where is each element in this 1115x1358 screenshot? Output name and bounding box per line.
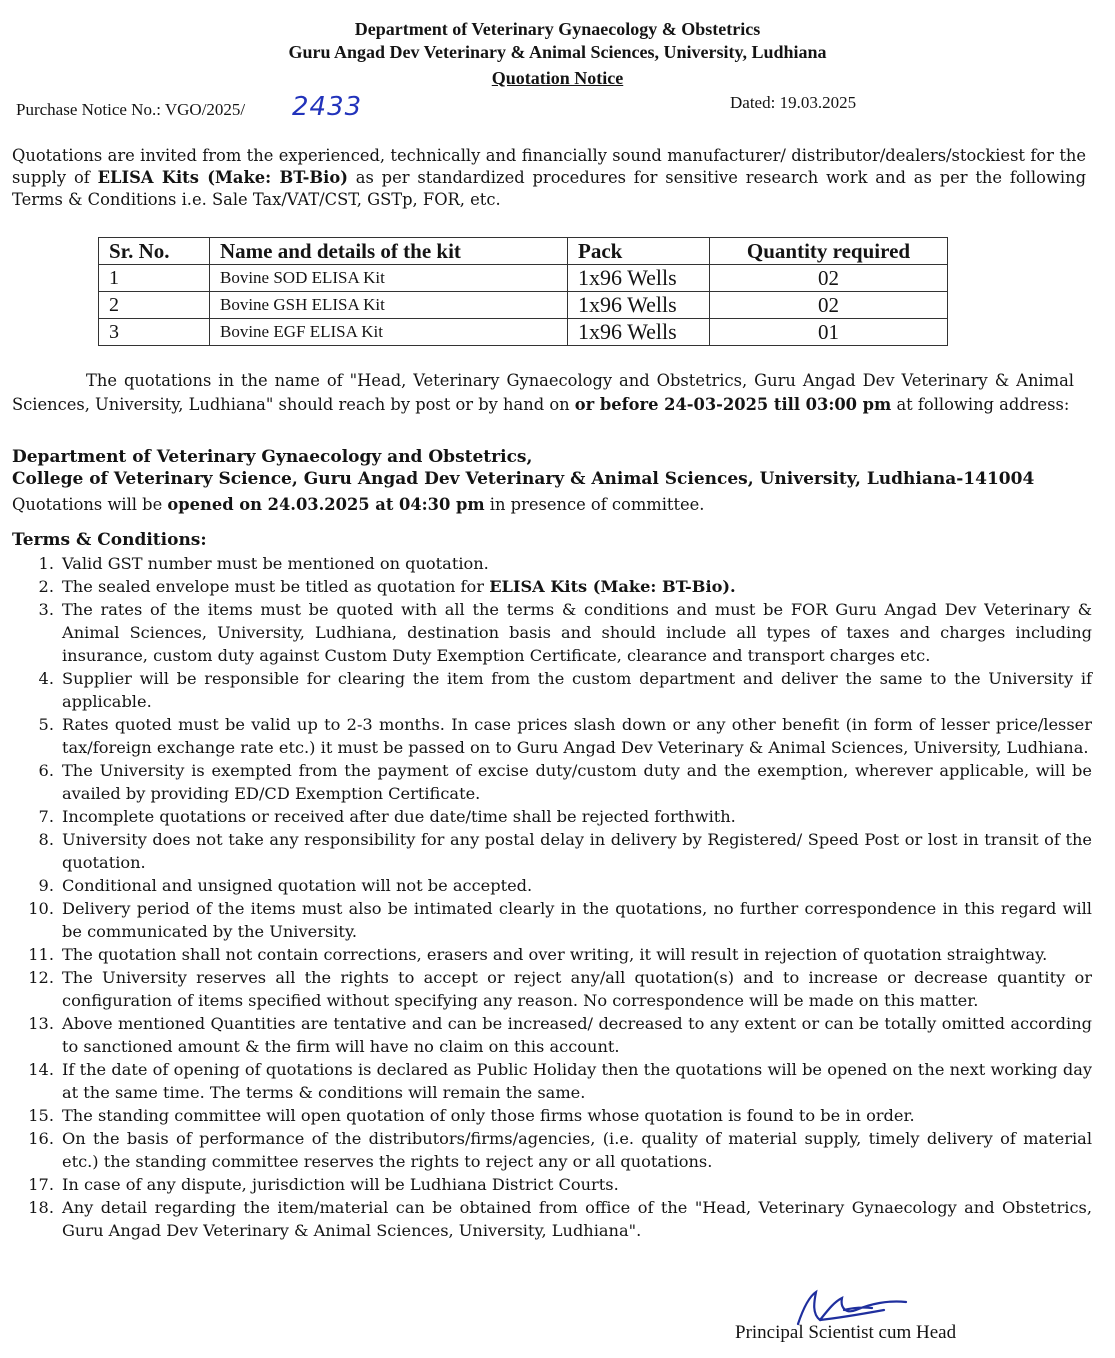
- cell-kit-name: Bovine EGF ELISA Kit: [210, 319, 568, 346]
- list-item: 14. If the date of opening of quotations is declared as Public Holiday then the quotations will be opened on the next working day at the same time. The terms & conditions will remain the same.: [28, 1060, 1092, 1102]
- submission-paragraph: The quotations in the name of "Head, Veterinary Gynaecology and Obstetrics, Guru Angad Dev Veterinary & Animal Sciences, University, Ludhiana" should reach by post or by hand on or before 24-03-2025 till 03:00 pm at following address:: [12, 371, 1074, 414]
- terms-heading: Terms & Conditions:: [12, 530, 207, 550]
- notice-title: Quotation Notice: [491, 68, 624, 88]
- list-item: 15. The standing committee will open quotation of only those firms whose quotation is found to be in order.: [28, 1106, 915, 1125]
- list-item: 7. Incomplete quotations or received after due date/time shall be rejected forthwith.: [38, 807, 736, 826]
- column-header-kit-name: Name and details of the kit: [210, 238, 568, 265]
- cell-pack: 1x96 Wells: [568, 265, 710, 292]
- purchase-notice-number: Purchase Notice No.: VGO/2025/: [16, 100, 246, 119]
- table-row: [99, 319, 948, 346]
- cell-quantity: 01: [710, 319, 948, 346]
- cell-kit-name: Bovine GSH ELISA Kit: [210, 292, 568, 319]
- list-item: 6. The University is exempted from the payment of excise duty/custom duty and the exemption, wherever applicable, will be availed by providing ED/CD Exemption Certificate.: [38, 761, 1092, 803]
- cell-sr-no: 1: [99, 265, 210, 292]
- opening-statement: Quotations will be opened on 24.03.2025 at 04:30 pm in presence of committee.: [12, 495, 705, 514]
- cell-pack: 1x96 Wells: [568, 319, 710, 346]
- column-header-sr-no: Sr. No.: [99, 238, 210, 265]
- cell-pack: 1x96 Wells: [568, 292, 710, 319]
- table-header-row: [99, 238, 948, 265]
- handwritten-notice-number: 2433: [292, 92, 363, 122]
- list-item: 4. Supplier will be responsible for clearing the item from the custom department and deliver the same to the University if applicable.: [38, 669, 1092, 711]
- table-row: [99, 292, 948, 319]
- list-item: 9. Conditional and unsigned quotation will not be accepted.: [38, 876, 533, 895]
- cell-quantity: 02: [710, 265, 948, 292]
- list-item: 1. Valid GST number must be mentioned on quotation.: [38, 554, 489, 573]
- cell-kit-name: Bovine SOD ELISA Kit: [210, 265, 568, 292]
- column-header-pack: Pack: [568, 238, 710, 265]
- list-item: 5. Rates quoted must be valid up to 2-3 months. In case prices slash down or any other benefit (in form of lesser price/lesser tax/foreign exchange rate etc.) it must be passed on to Guru Angad Dev Veterinary & Animal Sciences, University, Ludhiana.: [38, 715, 1092, 757]
- notice-date: Dated: 19.03.2025: [730, 93, 857, 112]
- list-item: 8. University does not take any responsibility for any postal delay in delivery by Registered/ Speed Post or lost in transit of the quotation.: [38, 830, 1092, 872]
- signatory-title: Principal Scientist cum Head: [735, 1322, 957, 1343]
- cell-sr-no: 3: [99, 319, 210, 346]
- opening-date-highlight: opened on 24.03.2025 at 04:30 pm: [167, 495, 485, 514]
- address-line-1: Department of Veterinary Gynaecology and Obstetrics,: [12, 447, 533, 467]
- kit-make-highlight: ELISA Kits (Make: BT-Bio): [97, 168, 348, 187]
- intro-paragraph: Quotations are invited from the experienced, technically and financially sound manufacturer/ distributor/dealers/stockiest for the supply of ELISA Kits (Make: BT-Bio) as per standardized procedures for sensitive research work and as per the following Terms & Conditions i.e. Sale Tax/VAT/CST, GSTp, FOR, etc.: [12, 146, 1086, 209]
- list-item: 17. In case of any dispute, jurisdiction will be Ludhiana District Courts.: [28, 1175, 619, 1194]
- list-item: 18. Any detail regarding the item/material can be obtained from office of the "Head, Veterinary Gynaecology and Obstetrics, Guru Angad Dev Veterinary & Animal Sciences, University, Ludhiana".: [28, 1198, 1092, 1240]
- university-heading: Guru Angad Dev Veterinary & Animal Sciences, University, Ludhiana: [288, 42, 827, 62]
- deadline-highlight: or before 24-03-2025 till 03:00 pm: [574, 395, 892, 414]
- terms-list: [10, 552, 1092, 1242]
- list-item: 16. On the basis of performance of the distributors/firms/agencies, (i.e. quality of material supply, timely delivery of material etc.) the standing committee reserves the rights to reject any or all quotations.: [28, 1129, 1092, 1171]
- list-item: 2. The sealed envelope must be titled as quotation for ELISA Kits (Make: BT-Bio).: [38, 577, 736, 596]
- list-item: 10. Delivery period of the items must also be intimated clearly in the quotations, no further correspondence in this regard will be communicated by the University.: [28, 899, 1092, 941]
- table-row: [99, 265, 948, 292]
- address-line-2: College of Veterinary Science, Guru Angad Dev Veterinary & Animal Sciences, University, Ludhiana-141004: [12, 469, 1035, 489]
- list-item: 12. The University reserves all the rights to accept or reject any/all quotation(s) and to increase or decrease quantity or configuration of items specified without specifying any reason. No correspondence will be made on this matter.: [28, 968, 1092, 1010]
- cell-quantity: 02: [710, 292, 948, 319]
- list-item: 11. The quotation shall not contain corrections, erasers and over writing, it will result in rejection of quotation straightway.: [28, 945, 1048, 964]
- cell-sr-no: 2: [99, 292, 210, 319]
- department-heading: Department of Veterinary Gynaecology & Obstetrics: [354, 19, 761, 39]
- list-item: 3. The rates of the items must be quoted with all the terms & conditions and must be FOR Guru Angad Dev Veterinary & Animal Sciences, University, Ludhiana, destination basis and should include all types of taxes and charges including insurance, custom duty against Custom Duty Exemption Certificate, clearance and transport charges etc.: [38, 600, 1092, 665]
- kit-requirements-table: [98, 237, 948, 346]
- column-header-quantity: Quantity required: [710, 238, 948, 265]
- list-item: 13. Above mentioned Quantities are tentative and can be increased/ decreased to any extent or can be totally omitted according to sanctioned amount & the firm will have no claim on this account.: [28, 1014, 1092, 1056]
